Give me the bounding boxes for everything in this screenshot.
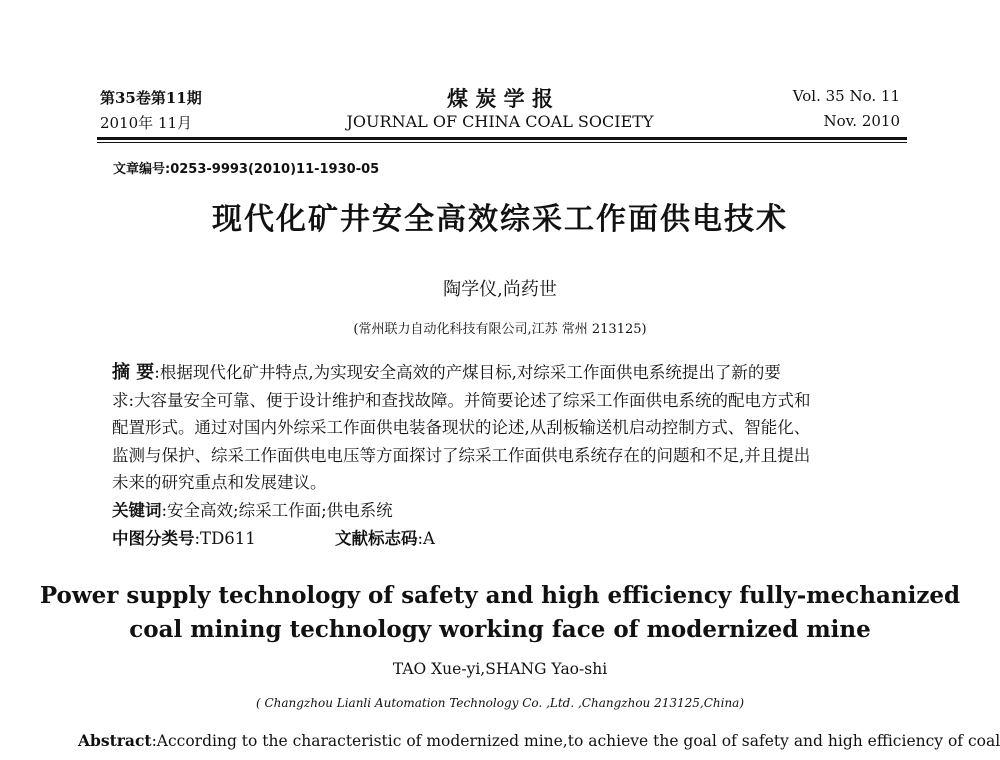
clc-label: 中图分类号	[112, 529, 195, 548]
authors-cn: 陶学仪,尚药世	[443, 279, 557, 300]
classification-number	[112, 525, 256, 549]
abstract-cn-line: 配置形式。通过对国内外综采工作面供电装备现状的论述,从刮板输送机启动控制方式、智能化、	[112, 418, 811, 437]
abstract-cn-label: 摘 要	[112, 362, 155, 383]
volume-issue: 第35卷第11期	[100, 89, 202, 107]
header-rule-thick	[97, 137, 907, 140]
date-en: Nov. 2010	[823, 112, 900, 130]
publication-date: 2010年 11月	[100, 114, 193, 132]
keywords-value: :安全高效;综采工作面;供电系统	[161, 501, 393, 520]
abstract-cn-line: 求:大容量安全可靠、便于设计维护和查找故障。并简要论述了综采工作面供电系统的配电方式和	[112, 390, 811, 410]
title-cn: 现代化矿井安全高效综采工作面供电技术	[212, 202, 788, 237]
abstract-en	[78, 731, 1000, 750]
abstract-cn-line: 监测与保护、综采工作面供电电压等方面探讨了综采工作面供电系统存在的问题和不足,并且提出	[112, 445, 811, 465]
title-en-line2: coal mining technology working face of modernized mine	[129, 616, 871, 643]
abstract-en-text: :According to the characteristic of modernized mine,to achieve the goal of safety and high efficiency of coal	[151, 732, 1000, 750]
keywords-cn	[112, 497, 393, 521]
clc-value: :TD611	[194, 529, 256, 548]
affiliation-en: ( Changzhou Lianli Automation Technology Co. ,Ltd. ,Changzhou 213125,China)	[255, 696, 745, 710]
abstract-en-label: Abstract	[78, 731, 152, 750]
abstract-cn	[112, 359, 892, 497]
doc-value: :A	[417, 529, 435, 548]
document-code	[335, 525, 435, 549]
volume-number-en: Vol. 35 No. 11	[792, 87, 900, 105]
affiliation-cn: (常州联力自动化科技有限公司,江苏 常州 213125)	[353, 322, 647, 337]
abstract-cn-line: 摘 要:根据现代化矿井特点,为实现安全高效的产煤目标,对综采工作面供电系统提出了新的要	[112, 362, 781, 383]
header-rule-thin	[97, 142, 907, 143]
authors-en: TAO Xue-yi,SHANG Yao-shi	[392, 660, 608, 678]
abstract-cn-line: 未来的研究重点和发展建议。	[112, 473, 327, 492]
journal-title-en: JOURNAL OF CHINA COAL SOCIETY	[346, 112, 654, 131]
article-id: 文章编号:0253-9993(2010)11-1930-05	[113, 162, 380, 177]
doc-label: 文献标志码	[335, 529, 418, 548]
journal-title-cn: 煤 炭 学 报	[447, 86, 553, 111]
keywords-label: 关键词	[112, 501, 162, 520]
title-en-line1: Power supply technology of safety and high efficiency fully-mechanized	[39, 582, 961, 609]
